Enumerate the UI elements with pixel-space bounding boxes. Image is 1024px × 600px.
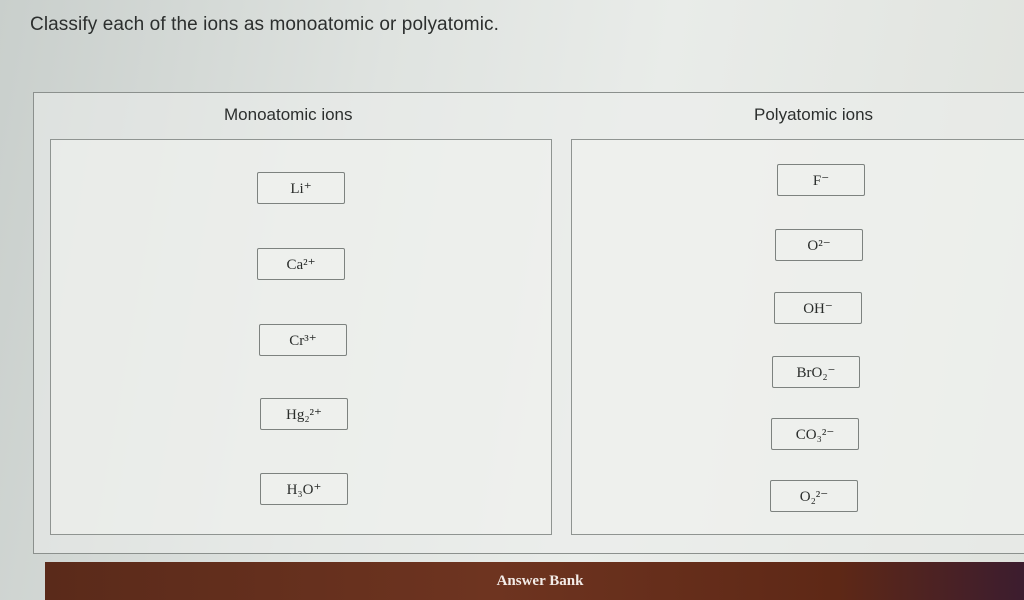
- polyatomic-column-title: Polyatomic ions: [754, 105, 874, 124]
- ion-chip-ca-2plus[interactable]: Ca²⁺: [257, 248, 345, 280]
- question-text: Classify each of the ions as monoatomic or polyatomic.: [30, 14, 499, 35]
- ion-chip-f-minus[interactable]: F⁻: [777, 164, 865, 196]
- ion-chip-o-2minus[interactable]: O²⁻: [775, 229, 863, 261]
- ion-chip-cr-3plus[interactable]: Cr³⁺: [259, 324, 347, 356]
- ion-chip-oh-minus[interactable]: OH⁻: [774, 292, 862, 324]
- classification-panel: [33, 92, 1024, 554]
- ion-chip-bro2-minus[interactable]: BrO₂⁻: [772, 356, 860, 388]
- monoatomic-column-title: Monoatomic ions: [224, 105, 353, 124]
- ion-chip-o2-2minus[interactable]: O₂²⁻: [770, 480, 858, 512]
- ion-chip-co3-2minus[interactable]: CO₃²⁻: [771, 418, 859, 450]
- answer-bank-label: Answer Bank: [496, 573, 584, 589]
- monoatomic-dropzone[interactable]: [50, 139, 552, 535]
- polyatomic-dropzone[interactable]: [571, 139, 1024, 535]
- ion-chip-hg2-2plus[interactable]: Hg₂²⁺: [260, 398, 348, 430]
- answer-bank-bar[interactable]: [45, 562, 1024, 600]
- ion-chip-h3o-plus[interactable]: H₃O⁺: [260, 473, 348, 505]
- ion-chip-li-plus[interactable]: Li⁺: [257, 172, 345, 204]
